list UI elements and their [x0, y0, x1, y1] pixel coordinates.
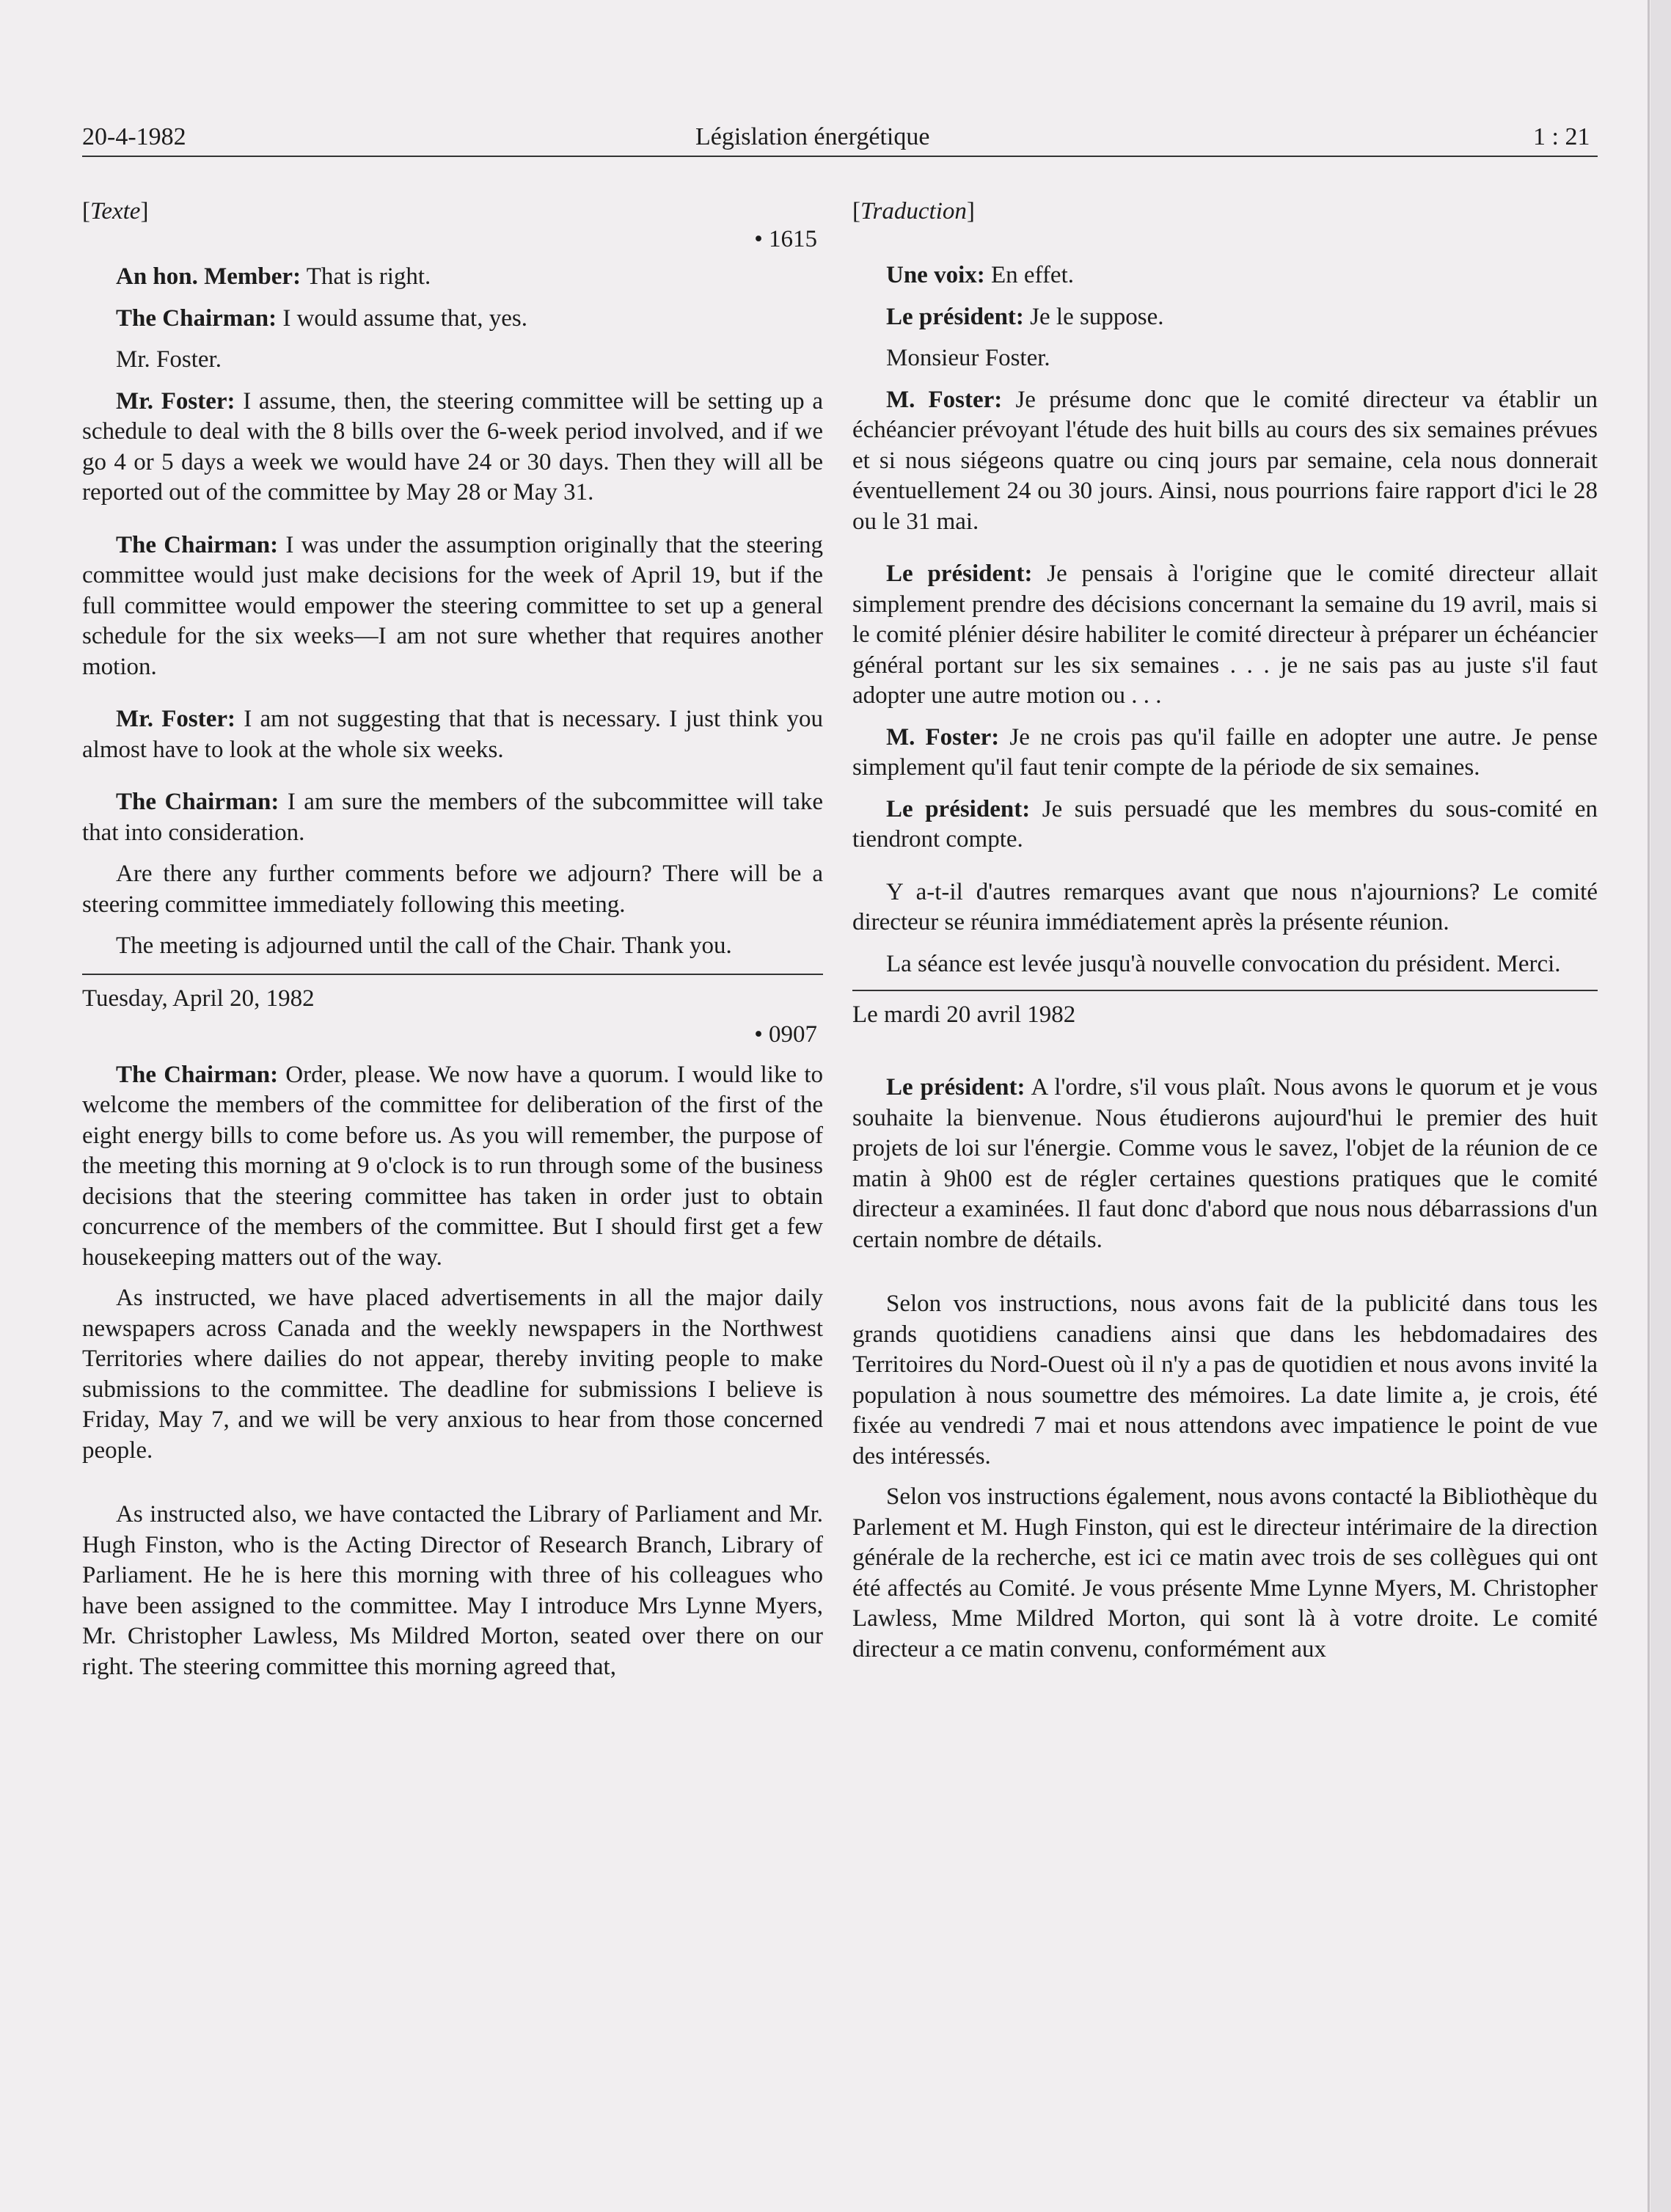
timestamp: • 1615	[754, 226, 817, 252]
paragraph: Monsieur Foster.	[886, 345, 1050, 371]
speaker: Le président:	[886, 561, 1033, 587]
page-edge	[1650, 0, 1671, 2212]
speech: Je suis persuadé que les membres du sous-comité en tiendront compte.	[852, 795, 1598, 853]
speaker: The Chairman:	[116, 789, 279, 815]
paragraph	[82, 1060, 823, 1274]
column-english	[82, 197, 823, 1682]
speech: I am sure the members of the subcommittee will take that into consideration.	[82, 789, 824, 846]
speech: That is right.	[301, 263, 431, 290]
speaker: Mr. Foster:	[116, 706, 236, 732]
speech: Je ne crois pas qu'il faille en adopter une autre. Je pense simplement qu'il faut tenir compte de la période de six semaines.	[852, 723, 1598, 781]
paragraph: Y a-t-il d'autres remarques avant que nous n'ajournions? Le comité directeur se réunira immédiatement après la présente réunion.	[852, 878, 1598, 935]
paragraph: As instructed also, we have contacted the Library of Parliament and Mr. Hugh Finston, who is the Acting Director of Research Branch, Library of Parliament. He he is here this morning with three of his colleagues who have been assigned to the committee. May I introduce Mrs Lynne Myers, Mr. Christopher Lawless, Ms Mildred Morton, seated over there on our right. The steering committee this morning agreed that,	[82, 1501, 823, 1680]
speech: I would assume that, yes.	[277, 304, 527, 332]
paragraph: As instructed, we have placed advertisements in all the major daily newspapers across Canada and the weekly newspapers in the Northwest Territories where dailies do not appear, thereby inviting people to make submissions to the committee. The deadline for submissions I believe is Friday, May 7, and we will be very anxious to hear from those concerned people.	[82, 1285, 823, 1464]
paragraph: The meeting is adjourned until the call of the Chair. Thank you.	[116, 932, 732, 959]
speech: I assume, then, the steering committee will be setting up a schedule to deal with the 8 bills over the 6-week period involved, and if we go 4 or 5 days a week we would have 24 or 30 days. Then they will all be reported out of the committee by May 28 or May 31.	[82, 387, 824, 505]
section-date: Le mardi 20 avril 1982	[852, 1001, 1076, 1028]
paragraph	[852, 559, 1598, 712]
speaker: Le président:	[886, 1074, 1025, 1100]
speech: Je pensais à l'origine que le comité directeur allait simplement prendre des décisions concernant la semaine du 19 avril, mais si le comité plénier désire habiliter le comité directeur à préparer un échéancier général portant sur les six semaines . . . je ne sais pas au juste s'il faut adopter une autre motion ou . . .	[852, 561, 1598, 709]
column-tag-text: Texte	[90, 198, 141, 225]
column-french	[852, 197, 1598, 1665]
paragraph: Mr. Foster.	[116, 346, 222, 373]
paragraph	[852, 385, 1598, 538]
speaker: M. Foster:	[886, 723, 1000, 751]
paragraph	[82, 704, 823, 765]
column-tag-text: Traduction	[860, 198, 967, 225]
paragraph: Selon vos instructions également, nous avons contacté la Bibliothèque du Parlement et M. Hugh Finston, qui est le directeur intérimaire de la direction générale de la recherche, est ici ce matin avec trois de ses collègues qui ont été affectés au Comité. Je vous présente Mme Lynne Myers, M. Christopher Lawless, Mme Mildred Morton, qui sont là à votre droite. Le comité directeur a ce matin convenu, conformément aux	[852, 1483, 1598, 1662]
page-edge-shadow	[1648, 0, 1650, 2212]
speech: A l'ordre, s'il vous plaît. Nous avons le quorum et je vous souhaite la bienvenue. Nous étudierons aujourd'hui le premier des huit projets de loi sur l'énergie. Comme vous le savez, l'objet de la réunion de ce matin à 9h00 est de régler certaines questions pratiques que le comité directeur a examinées. Il faut donc d'abord que nous nous débarrassions d'un certain nombre de détails.	[852, 1074, 1598, 1253]
paragraph	[82, 530, 823, 683]
speech: Je le suppose.	[1023, 303, 1164, 330]
speaker: Une voix:	[886, 262, 985, 288]
section-rule	[82, 974, 823, 975]
paragraph: Selon vos instructions, nous avons fait de la publicité dans tous les grands quotidiens canadiens ainsi que dans les hebdomadaires des Territoires du Nord-Ouest où il n'y a pas de quotidien et nous avons invité la population à nous soumettre des mémoires. La date limite a, je crois, été fixée au vendredi 7 mai et nous attendons avec impatience le point de vue des intéressés.	[852, 1291, 1598, 1470]
speech: I was under the assumption originally that the steering committee would just make decisions for the week of April 19, but if the full committee would empower the steering committee to set up a general schedule for the six weeks—I am not sure whether that requires another motion.	[82, 531, 824, 680]
header-date: 20-4-1982	[82, 123, 186, 150]
speaker: Le président:	[886, 795, 1031, 822]
speaker: The Chairman:	[116, 1061, 279, 1088]
speech: En effet.	[984, 262, 1075, 288]
speech: Order, please. We now have a quorum. I would like to welcome the members of the committee for deliberation of the first of the eight energy bills to come before us. As you will remember, the purpose of the meeting this morning at 9 o'clock is to run through some of the business decisions that the steering committee has taken in order just to obtain concurrence of the members of the committee. But I should first get a few housekeeping matters out of the way.	[82, 1061, 824, 1271]
speaker: The Chairman:	[116, 304, 277, 332]
paragraph	[82, 262, 823, 293]
header-title: Législation énergétique	[695, 123, 930, 150]
paragraph: Are there any further comments before we adjourn? There will be a steering committee immediately following this meeting.	[82, 861, 823, 918]
paragraph	[852, 795, 1598, 855]
section-date: Tuesday, April 20, 1982	[82, 985, 315, 1012]
speech: I am not suggesting that that is necessary. I just think you almost have to look at the whole six weeks.	[82, 706, 823, 763]
speaker: The Chairman:	[116, 531, 279, 558]
paragraph	[852, 1073, 1598, 1255]
paragraph	[82, 787, 823, 848]
paragraph	[852, 302, 1598, 333]
header-page-number: 1 : 21	[1533, 123, 1590, 150]
paragraph	[82, 304, 823, 335]
speech: Je présume donc que le comité directeur va établir un échéancier prévoyant l'étude des huit bills au cours des six semaines prévues et si nous siégeons quatre ou cinq jours par semaine, cela nous donnerait éventuellement 24 ou 30 jours. Ainsi, nous pourrions faire rapport d'ici le 28 ou le 31 mai.	[852, 386, 1598, 535]
speaker: An hon. Member:	[116, 263, 301, 290]
speaker: Le président:	[886, 303, 1024, 330]
section-rule	[852, 990, 1598, 991]
speaker: M. Foster:	[886, 386, 1003, 413]
paragraph	[82, 387, 823, 508]
paragraph: La séance est levée jusqu'à nouvelle convocation du président. Merci.	[886, 950, 1561, 977]
column-tag: [Texte]	[82, 198, 149, 225]
column-tag: [Traduction]	[852, 198, 975, 225]
paragraph	[852, 723, 1598, 784]
speaker: Mr. Foster:	[116, 387, 235, 415]
paragraph	[852, 260, 1598, 291]
timestamp: • 0907	[754, 1021, 817, 1048]
header-rule	[82, 156, 1598, 157]
